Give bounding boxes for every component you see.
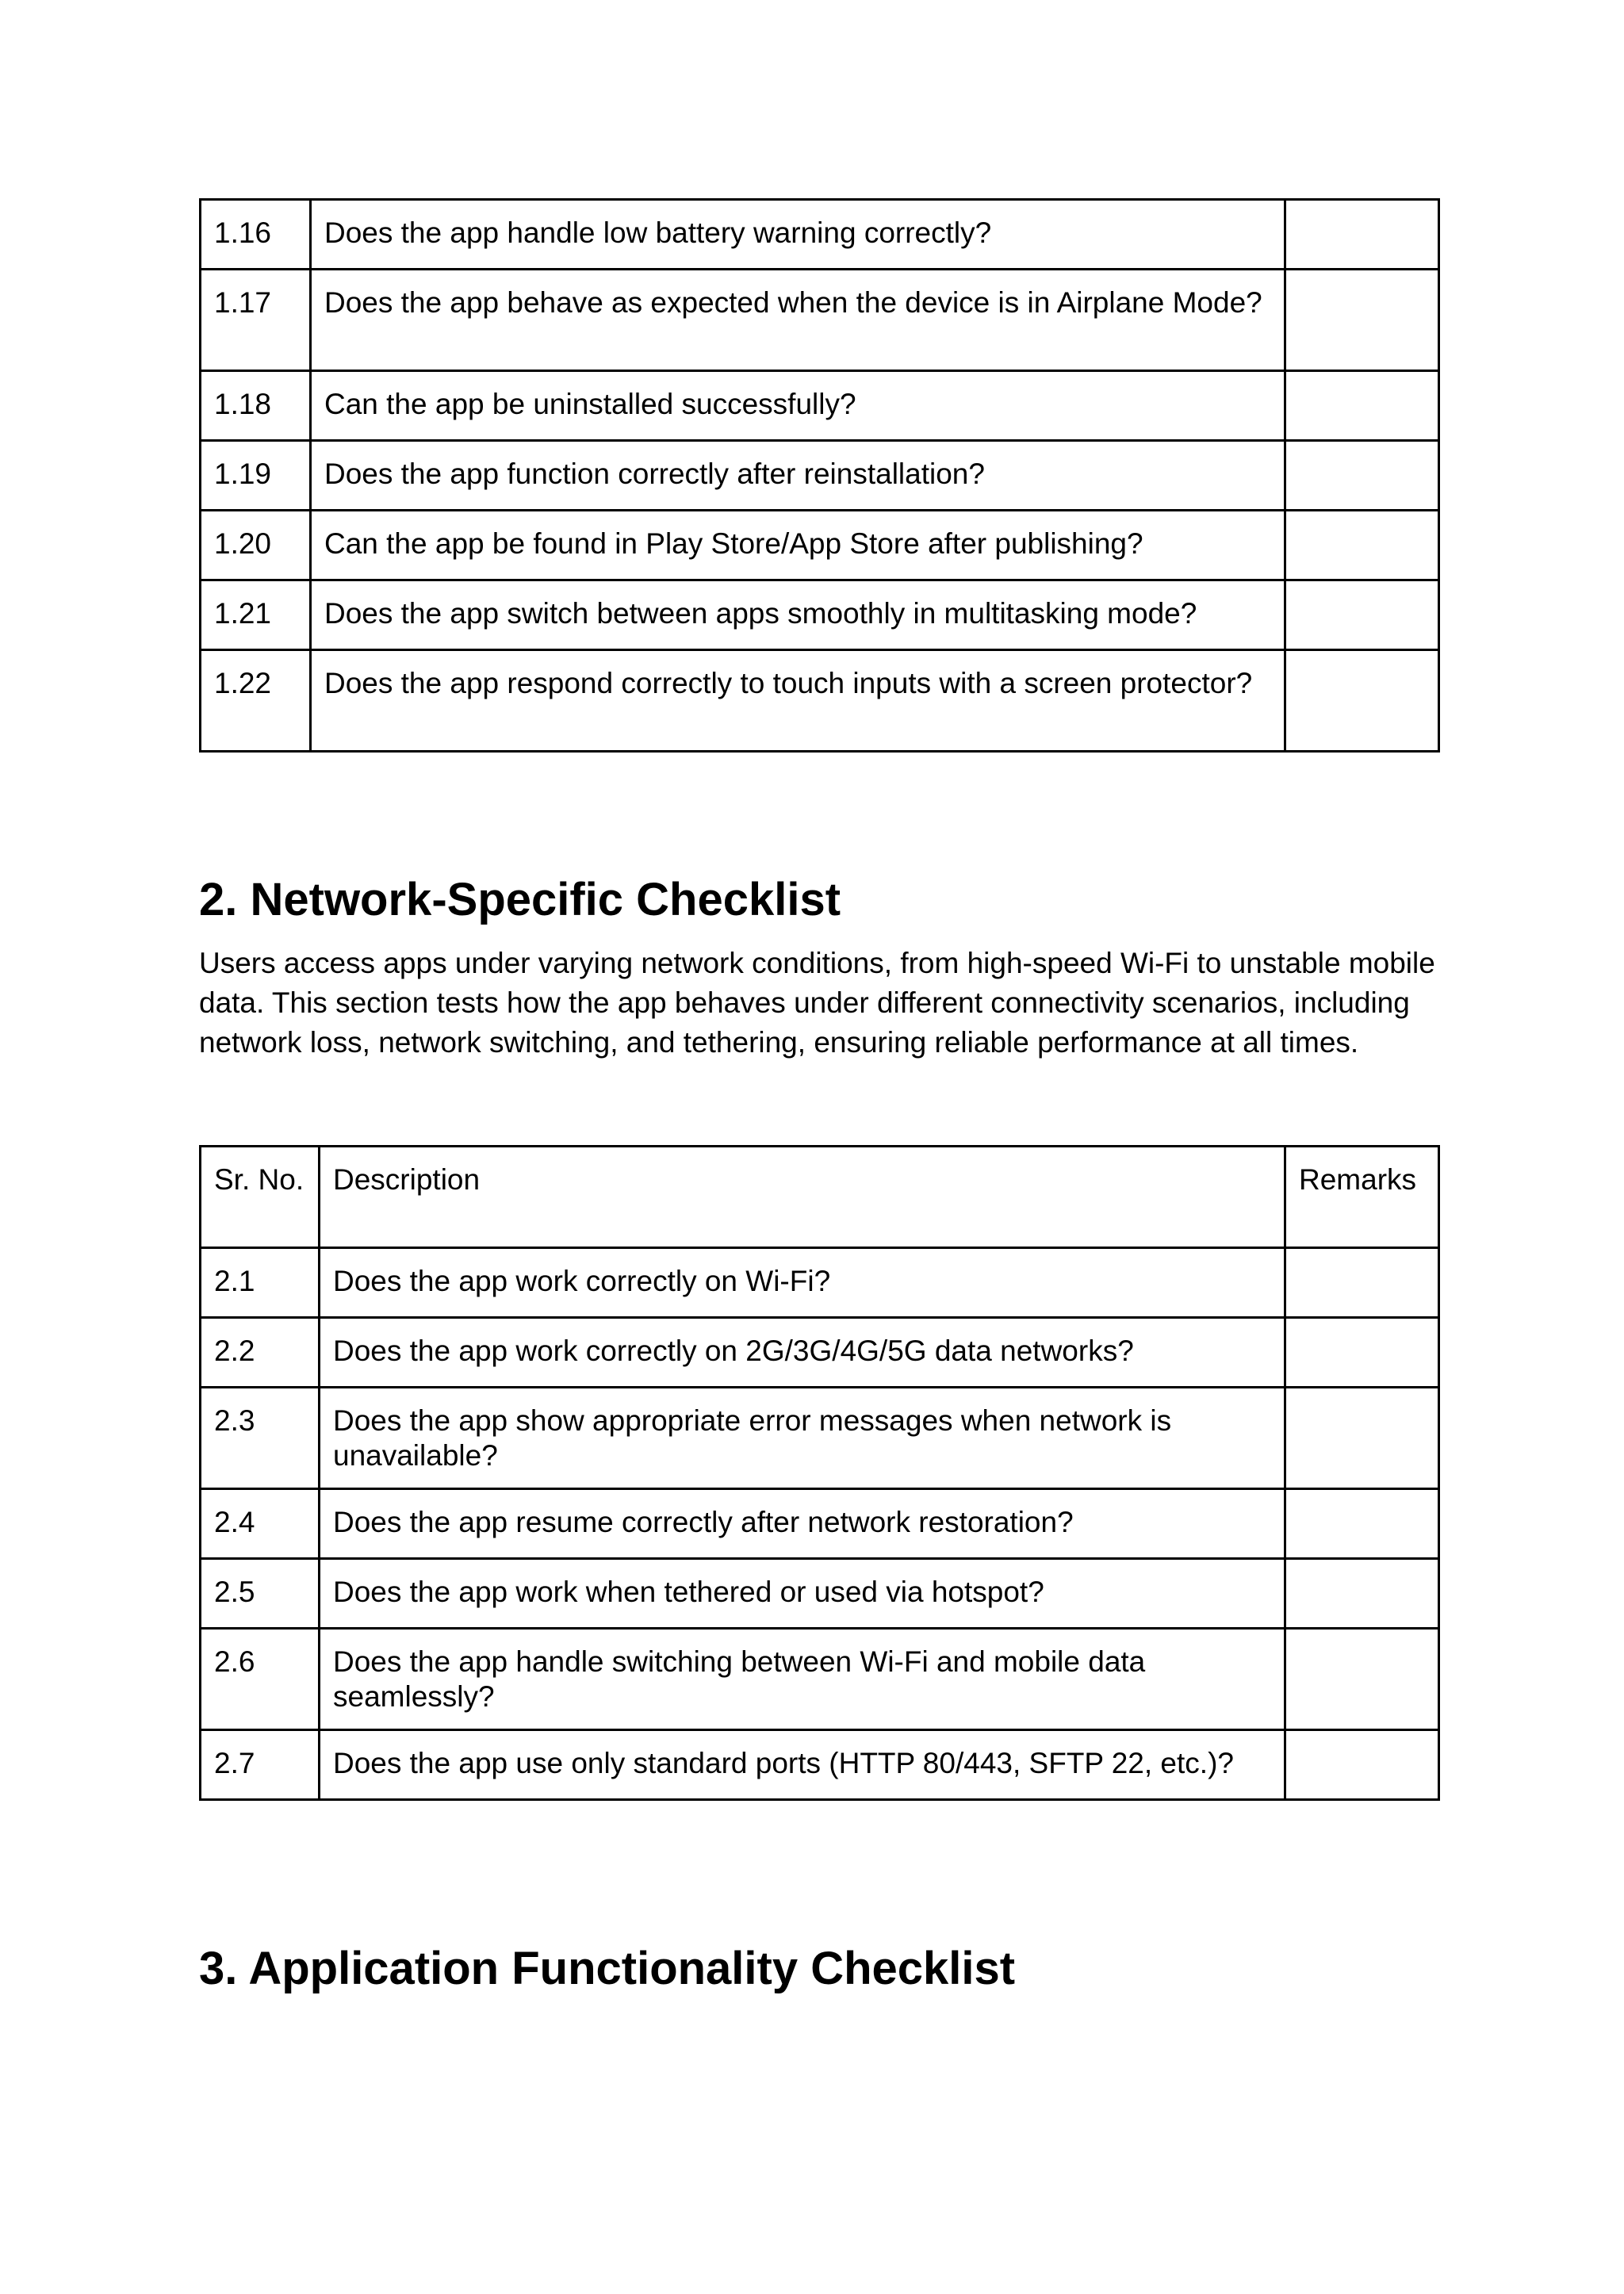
sr-no-cell: 1.19	[201, 441, 311, 511]
description-cell: Does the app resume correctly after network restoration?	[320, 1489, 1285, 1559]
remarks-header: Remarks	[1285, 1147, 1439, 1248]
table-row	[201, 1489, 1439, 1559]
sr-no-cell: 1.22	[201, 650, 311, 752]
remarks-cell	[1285, 650, 1439, 752]
device-checklist-table	[199, 198, 1440, 753]
description-cell: Can the app be uninstalled successfully?	[311, 371, 1285, 441]
remarks-cell	[1285, 1730, 1439, 1800]
sr-no-cell: 2.6	[201, 1629, 320, 1730]
description-cell: Does the app behave as expected when the device is in Airplane Mode?	[311, 270, 1285, 371]
section-intro-paragraph: Users access apps under varying network conditions, from high-speed Wi-Fi to unstable mobile data. This section tests how the app behaves under different connectivity scenarios, including network loss, network switching, and tethering, ensuring reliable performance at all times.	[199, 947, 1435, 1059]
sr-no-cell: 2.7	[201, 1730, 320, 1800]
sr-no-cell: 1.17	[201, 270, 311, 371]
table-row	[201, 270, 1439, 371]
sr-no-cell: 2.5	[201, 1559, 320, 1629]
remarks-cell	[1285, 1559, 1439, 1629]
description-cell: Can the app be found in Play Store/App Store after publishing?	[311, 511, 1285, 580]
table-row	[201, 371, 1439, 441]
remarks-cell	[1285, 270, 1439, 371]
table-row	[201, 200, 1439, 270]
description-header: Description	[320, 1147, 1285, 1248]
table-row	[201, 441, 1439, 511]
table-row	[201, 580, 1439, 650]
sr-no-cell: 2.1	[201, 1248, 320, 1318]
remarks-cell	[1285, 441, 1439, 511]
description-cell: Does the app show appropriate error messages when network is unavailable?	[320, 1388, 1285, 1489]
table-row	[201, 1629, 1439, 1730]
sr-no-cell: 1.16	[201, 200, 311, 270]
table-row	[201, 1559, 1439, 1629]
description-cell: Does the app work correctly on 2G/3G/4G/5G data networks?	[320, 1318, 1285, 1388]
section-heading: 3. Application Functionality Checklist	[199, 1943, 1016, 1994]
table-row	[201, 511, 1439, 580]
description-cell: Does the app work correctly on Wi-Fi?	[320, 1248, 1285, 1318]
table-row	[201, 1318, 1439, 1388]
sr-no-cell: 2.4	[201, 1489, 320, 1559]
table-row	[201, 1248, 1439, 1318]
sr-no-cell: 1.20	[201, 511, 311, 580]
description-cell: Does the app respond correctly to touch inputs with a screen protector?	[311, 650, 1285, 752]
section-heading: 2. Network-Specific Checklist	[199, 874, 841, 925]
table-header-row	[201, 1147, 1439, 1248]
table-row	[201, 1388, 1439, 1489]
description-cell: Does the app handle switching between Wi-Fi and mobile data seamlessly?	[320, 1629, 1285, 1730]
sr-no-cell: 2.3	[201, 1388, 320, 1489]
remarks-cell	[1285, 1629, 1439, 1730]
remarks-cell	[1285, 511, 1439, 580]
sr-no-cell: 1.21	[201, 580, 311, 650]
remarks-cell	[1285, 1489, 1439, 1559]
remarks-cell	[1285, 1318, 1439, 1388]
description-cell: Does the app function correctly after reinstallation?	[311, 441, 1285, 511]
remarks-cell	[1285, 371, 1439, 441]
remarks-cell	[1285, 1388, 1439, 1489]
remarks-cell	[1285, 200, 1439, 270]
remarks-cell	[1285, 1248, 1439, 1318]
description-cell: Does the app switch between apps smoothly in multitasking mode?	[311, 580, 1285, 650]
network-checklist-table	[199, 1145, 1440, 1801]
sr-no-cell: 1.18	[201, 371, 311, 441]
description-cell: Does the app work when tethered or used via hotspot?	[320, 1559, 1285, 1629]
sr-no-cell: 2.2	[201, 1318, 320, 1388]
description-cell: Does the app use only standard ports (HTTP 80/443, SFTP 22, etc.)?	[320, 1730, 1285, 1800]
table-row	[201, 1730, 1439, 1800]
description-cell: Does the app handle low battery warning correctly?	[311, 200, 1285, 270]
table-row	[201, 650, 1439, 752]
remarks-cell	[1285, 580, 1439, 650]
sr-no-header: Sr. No.	[201, 1147, 320, 1248]
